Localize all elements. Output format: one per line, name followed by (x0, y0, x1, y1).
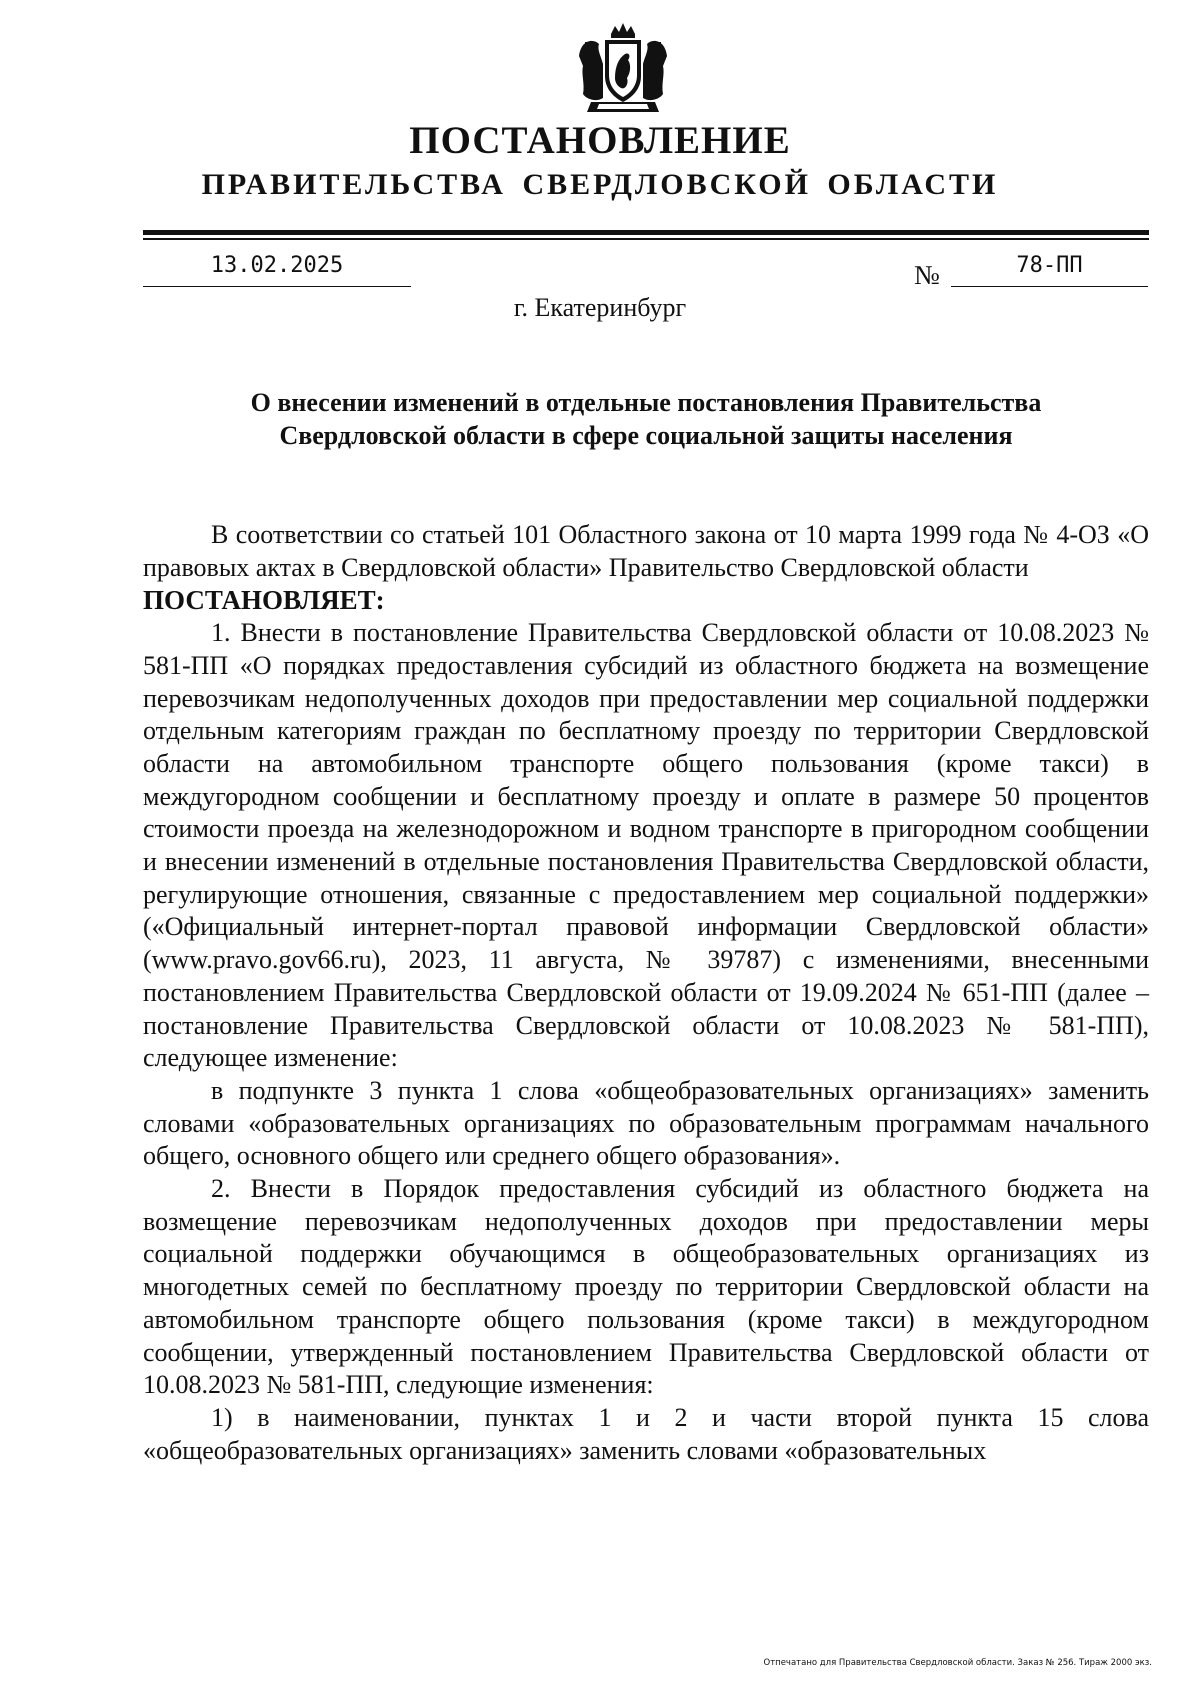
document-heading (143, 386, 1149, 452)
paragraph-2: 2. Внести в Порядок предоставления субсидий из областного бюджета на возмещение перевозчикам недополученных доходов при предоставлении меры социальной поддержки обучающимся в общеобразовательных организациях из многодетных семей по бесплатному проезду по территории Свердловской области на автомобильном транспорте общего пользования (кроме такси) в междугородном сообщении, утвержденный постановлением Правительства Свердловской области от 10.08.2023 № 581-ПП, следующие изменения: (143, 1174, 1149, 1400)
header-divider-thin (143, 238, 1149, 240)
paragraph-1-amendment: в подпункте 3 пункта 1 слова «общеобразовательных организациях» заменить словами «образовательных организациях по образовательным программам начального общего, основного общего или среднего общего образования». (143, 1075, 1149, 1171)
header-divider-thick (143, 230, 1149, 235)
coat-of-arms-icon (573, 20, 673, 116)
paragraph-1: 1. Внести в постановление Правительства Свердловской области от 10.08.2023 № 581-ПП «О порядках предоставления субсидий из областного бюджета на возмещение перевозчикам недополученных доходов при предоставлении мер социальной поддержки отдельным категориям граждан по бесплатному проезду по территории Свердловской области на автомобильном транспорте общего пользования (кроме такси) в междугородном сообщении и бесплатному проезду и оплате в размере 50 процентов стоимости проезда на железнодорожном и водном транспорте в пригородном сообщении и внесении изменений в отдельные постановления Правительства Свердловской области, регулирующие отношения, связанные с предоставлением мер социальной поддержки» («Официальный интернет-портал правовой информации Свердловской области» (www.pravo.gov66.ru), 2023, 11 августа, № 39787) с изменениями, внесенными постановлением Правительства Свердловской области от 19.09.2024 № 651-ПП (далее – постановление Правительства Свердловской области от 10.08.2023 № 581-ПП), следующее изменение: (143, 618, 1149, 1073)
heading-line-1: О внесении изменений в отдельные постановления Правительства (250, 388, 1042, 417)
document-title: ПОСТАНОВЛЕНИЕ (409, 119, 791, 162)
print-footer: Отпечатано для Правительства Свердловской области. Заказ № 256. Тираж 2000 экз. (763, 1658, 1152, 1668)
preamble-paragraph: В соответствии со статьей 101 Областного закона от 10 марта 1999 года № 4-ОЗ «О правовых актах в Свердловской области» Правительство Свердловской области (143, 520, 1149, 582)
document-number: 78-ПП (951, 252, 1148, 287)
document-date: 13.02.2025 (143, 252, 411, 287)
number-sign: № (914, 260, 940, 290)
city-label: г. Екатеринбург (513, 293, 687, 322)
paragraph-2-item-1: 1) в наименовании, пунктах 1 и 2 и части второй пункта 15 слова «общеобразовательных организациях» заменить словами «образовательных (143, 1402, 1149, 1465)
document-subtitle: ПРАВИТЕЛЬСТВА СВЕРДЛОВСКОЙ ОБЛАСТИ (201, 168, 999, 201)
document-body (143, 519, 1149, 1467)
decree-word: ПОСТАНОВЛЯЕТ: (143, 585, 385, 616)
heading-line-2: Свердловской области в сфере социальной защиты населения (279, 421, 1013, 450)
